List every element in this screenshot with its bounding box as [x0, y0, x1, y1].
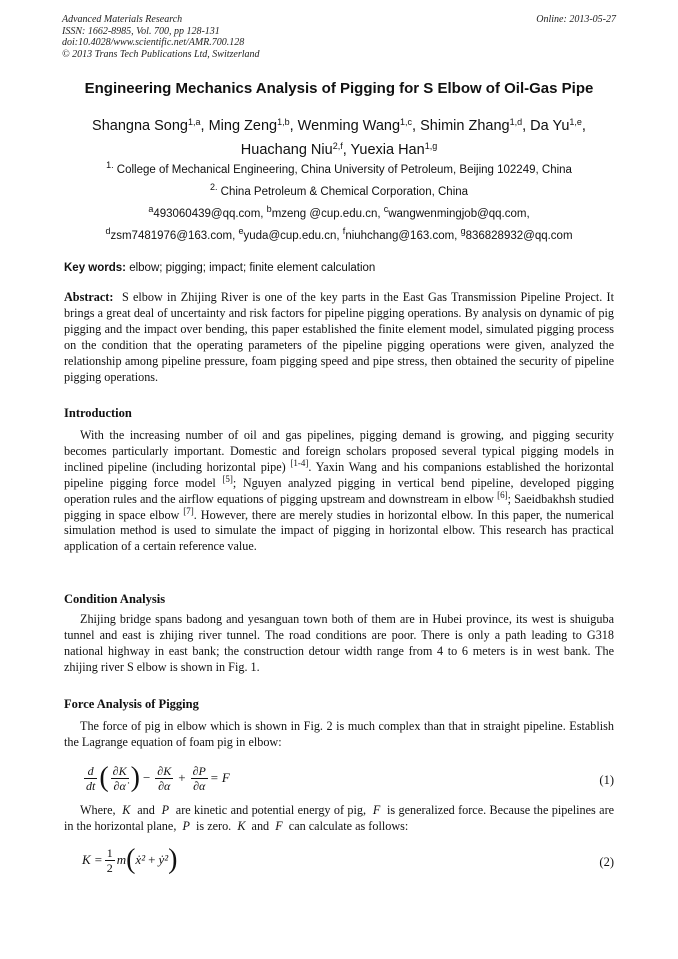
journal-header — [62, 14, 616, 60]
equation-1: $\frac{d}{dt}$ ( $\frac{\partial K}{\partial\alphȧ}$ ) − $\frac{\partial K}{\partial\alpha}$ + $\frac{\partial P}{\partial\alpha}$ = F (1) — [86, 762, 614, 793]
email-line-2: $^d$zsm7481976@163.com, $^e$yuda@cup.edu.cn, $^f$niuhchang@163.com, $^g$836828932@qq.com — [105, 226, 573, 242]
online-date: Online: 2013-05-27 — [536, 14, 616, 25]
affiliation-2: $^{2.}$ China Petroleum & Chemical Corporation, China — [209, 182, 469, 198]
author: Wenming Wang$^{1,c}$, — [297, 117, 421, 134]
journal-name: Advanced Materials Research — [62, 14, 183, 25]
equation-2: K = $\frac{1}{2}$ m(ẋ² + ẏ²) (2) — [82, 844, 614, 875]
author: Shimin Zhang$^{1,d}$, — [420, 117, 531, 134]
issn-line: ISSN: 1662-8985, Vol. 700, pp 128-131 — [62, 25, 220, 37]
copyright-line: © 2013 Trans Tech Publications Ltd, Switzerland — [62, 48, 260, 60]
frac-dK-dalphadot: $\frac{\partial K}{\partial\alphȧ}$ — [112, 763, 127, 793]
frac-d-dt: $\frac{d}{dt}$ — [86, 763, 96, 793]
keywords: Key words: elbow; pigging; impact; finite element calculation — [64, 262, 376, 274]
equation-number-1: (1) — [599, 773, 614, 787]
frac-dK-dalpha: $\frac{\partial K}{\partial\alpha}$ — [157, 763, 172, 793]
abstract: Abstract: S elbow in Zhijing River is one of the key parts in the East Gas Transmission Pipeline Project. It brings a great deal of uncertainty and risk factors for pipeline pigging operations. By analysis on dynamic of pig pigging and the impact over bending, this paper established the finite element model, simulated pigging process on the condition that the operating parameters of the pipeline pigging operations were given, analyzed the relationship among pipeline pressure, foam pigging speed and pipe stress, then obtained the security of pipeline pigging operations. — [64, 290, 614, 384]
author: Yuexia Han$^{1,g}$ — [350, 141, 438, 158]
author: Da Yu$^{1,e}$, — [530, 117, 586, 134]
author: Shangna Song$^{1,a}$, — [92, 117, 209, 134]
author: Ming Zeng$^{1,b}$, — [208, 117, 298, 134]
paper-title: Engineering Mechanics Analysis of Pigging for S Elbow of Oil-Gas Pipe — [84, 80, 594, 97]
author: Huachang Niu$^{2,f}$, — [240, 141, 351, 158]
section-heading-introduction: Introduction — [64, 406, 132, 420]
email-line-1: $^a$493060439@qq.com, $^b$mzeng @cup.edu.cn, $^c$wangwenmingjob@qq.com, — [148, 204, 530, 220]
section-heading-condition: Condition Analysis — [64, 592, 166, 606]
section-heading-force: Force Analysis of Pigging — [64, 697, 199, 711]
author-list — [40, 114, 638, 162]
introduction-paragraph: With the increasing number of oil and gas pipelines, pigging demand is growing, and pigging security becomes particularly important. Domestic and foreign scholars proposed several typical pigging models in inclined pipeline (including horizontal pipe) [1-4]. Yaxin Wang and his companions established the horizontal pipeline pigging force model [5]; Nguyen analyzed pigging in vertical bend pipeline, developed pigging operation rules and the airflow equations of pigging upstream and downstream in elbow [6]; Saeidbakhsh studied pigging in space elbow [7]. However, there are merely studies in horizontal elbow. In this paper, the numerical simulation method is used to simulate the impact of pigging in horizontal elbow. This research has practical application of a certain reference value. — [64, 428, 615, 554]
force-paragraph: The force of pig in elbow which is shown in Fig. 2 is much complex than that in straight pipeline. Establish the Lagrange equation of foam pig in elbow: — [64, 719, 614, 749]
frac-one-half: $\frac{1}{2}$ — [106, 845, 113, 875]
doi-line[interactable]: doi:10.4028/www.scientific.net/AMR.700.128 — [62, 37, 245, 48]
equation-number-2: (2) — [599, 855, 614, 869]
condition-paragraph: Zhijing bridge spans badong and yesanguan town both of them are in Hubei province, its west is shuiguba tunnel and east is zhijing river tunnel. The road conditions are poor. There is only a path leading to G318 national highway in east bank; the construction detour width range from 4 to 6 meters is in west bank. The zhijing river S elbow is shown in Fig. 1. — [64, 612, 614, 674]
frac-dP-dalpha: $\frac{\partial P}{\partial\alpha}$ — [192, 763, 206, 793]
where-paragraph: Where, K and P are kinetic and potential energy of pig, F is generalized force. Because the pipelines are in the horizontal plane, P is zero. K and F can calculate as follows: — [64, 803, 615, 833]
affiliation-1: $^{1.}$ College of Mechanical Engineering, China University of Petroleum, Beijing 102249, China — [106, 160, 572, 176]
